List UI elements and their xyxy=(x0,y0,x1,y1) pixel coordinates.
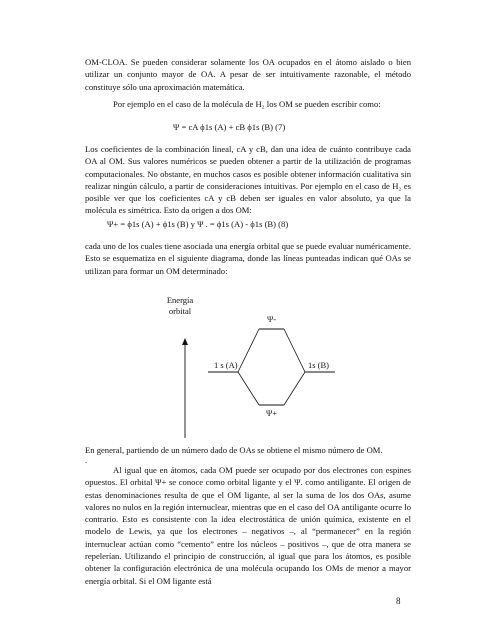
connector-a-antibonding xyxy=(238,329,259,372)
paragraph-coefficients: Los coeficientes de la combinación lineal, cA y cB, dan una idea de cuánto contribuye cada OA al OM. Sus valores numéricos se pueden obtener a partir de la utilización de programas computacionales. No obstante, en muchos casos es posible obtener información cualitativa sin realizar ningún cálculo, a partir de consideraciones intuitivas. Por ejemplo en el caso de H₂ es posible ver que los coeficientes cA y cB deben ser iguales en valor absoluto, ya que la molécula es simétrica. Esto da origen a dos OM: xyxy=(85,144,411,216)
mo-label-antibonding: Ψ- xyxy=(267,314,277,324)
equation-7: Ψ = cA ϕ1s (A) + cB ϕ1s (B) (7) xyxy=(173,122,286,132)
mo-label-bonding: Ψ+ xyxy=(266,408,278,418)
paragraph-general: En general, partiendo de un número dado de OAs se obtiene el mismo número de OM. xyxy=(85,445,383,455)
ao-label-b: 1s (B) xyxy=(308,360,330,370)
equation-8: Ψ+ = ϕ1s (A) + ϕ1s (B) y Ψ . = ϕ1s (A) - ϕ1s (B) (8) xyxy=(107,219,289,229)
connector-a-bonding xyxy=(238,372,259,405)
stray-mark: . xyxy=(85,455,88,465)
axis-label-energy: Energía xyxy=(166,295,194,305)
page-number: 8 xyxy=(396,596,401,606)
paragraph-h2-example: Por ejemplo en el caso de la molécula de H₂ los OM se pueden escribir como: xyxy=(113,99,381,109)
axis-label-orbital: orbital xyxy=(168,306,192,316)
ao-label-a: 1 s (A) xyxy=(214,360,238,370)
paragraph-intro: OM-CLOA. Se pueden considerar solamente los OA ocupados en el átomo aislado o bien utilizar un conjunto mayor de OA. A pesar de ser intuitivamente razonable, el método constituye sólo una aproximación matemática. xyxy=(85,57,411,92)
connector-b-bonding xyxy=(284,372,305,405)
paragraph-diagram-intro: cada uno de los cuales tiene asociada una energía orbital que se puede evaluar numéricamente. Esto se esquematiza en el siguiente diagrama, donde las líneas punteadas indican qué OAs se utilizan para formar un OM determinado: xyxy=(85,241,411,276)
connector-b-antibonding xyxy=(284,329,305,372)
paragraph-bonding: Al igual que en átomos, cada OM puede ser ocupado por dos electrones con espines opuestos. El orbital Ψ+ se conoce como orbital ligante y el Ψ. como antiligante. El origen de estas denominaciones resulta de que el OM ligante, al ser la suma de los dos OAs, asume valores no nulos en la región internuclear, mientras que en el caso del OA antiligante ocurre lo contrario. Esto es consistente con la idea electrostática de unión química, existente en el modelo de Lewis, ya que los electrones – negativos –, al “permanecer” en la región internuclear actúan como “cemento” entre los núcleos – positivos –, que de otra manera se repelerían. Utilizando el principio de construcción, al igual que para los átomos, es posible obtener la configuración electrónica de una molécula ocupando los OMs de menor a mayor energía orbital. Si el OM ligante está xyxy=(85,465,411,586)
energy-axis-arrow xyxy=(182,338,188,345)
